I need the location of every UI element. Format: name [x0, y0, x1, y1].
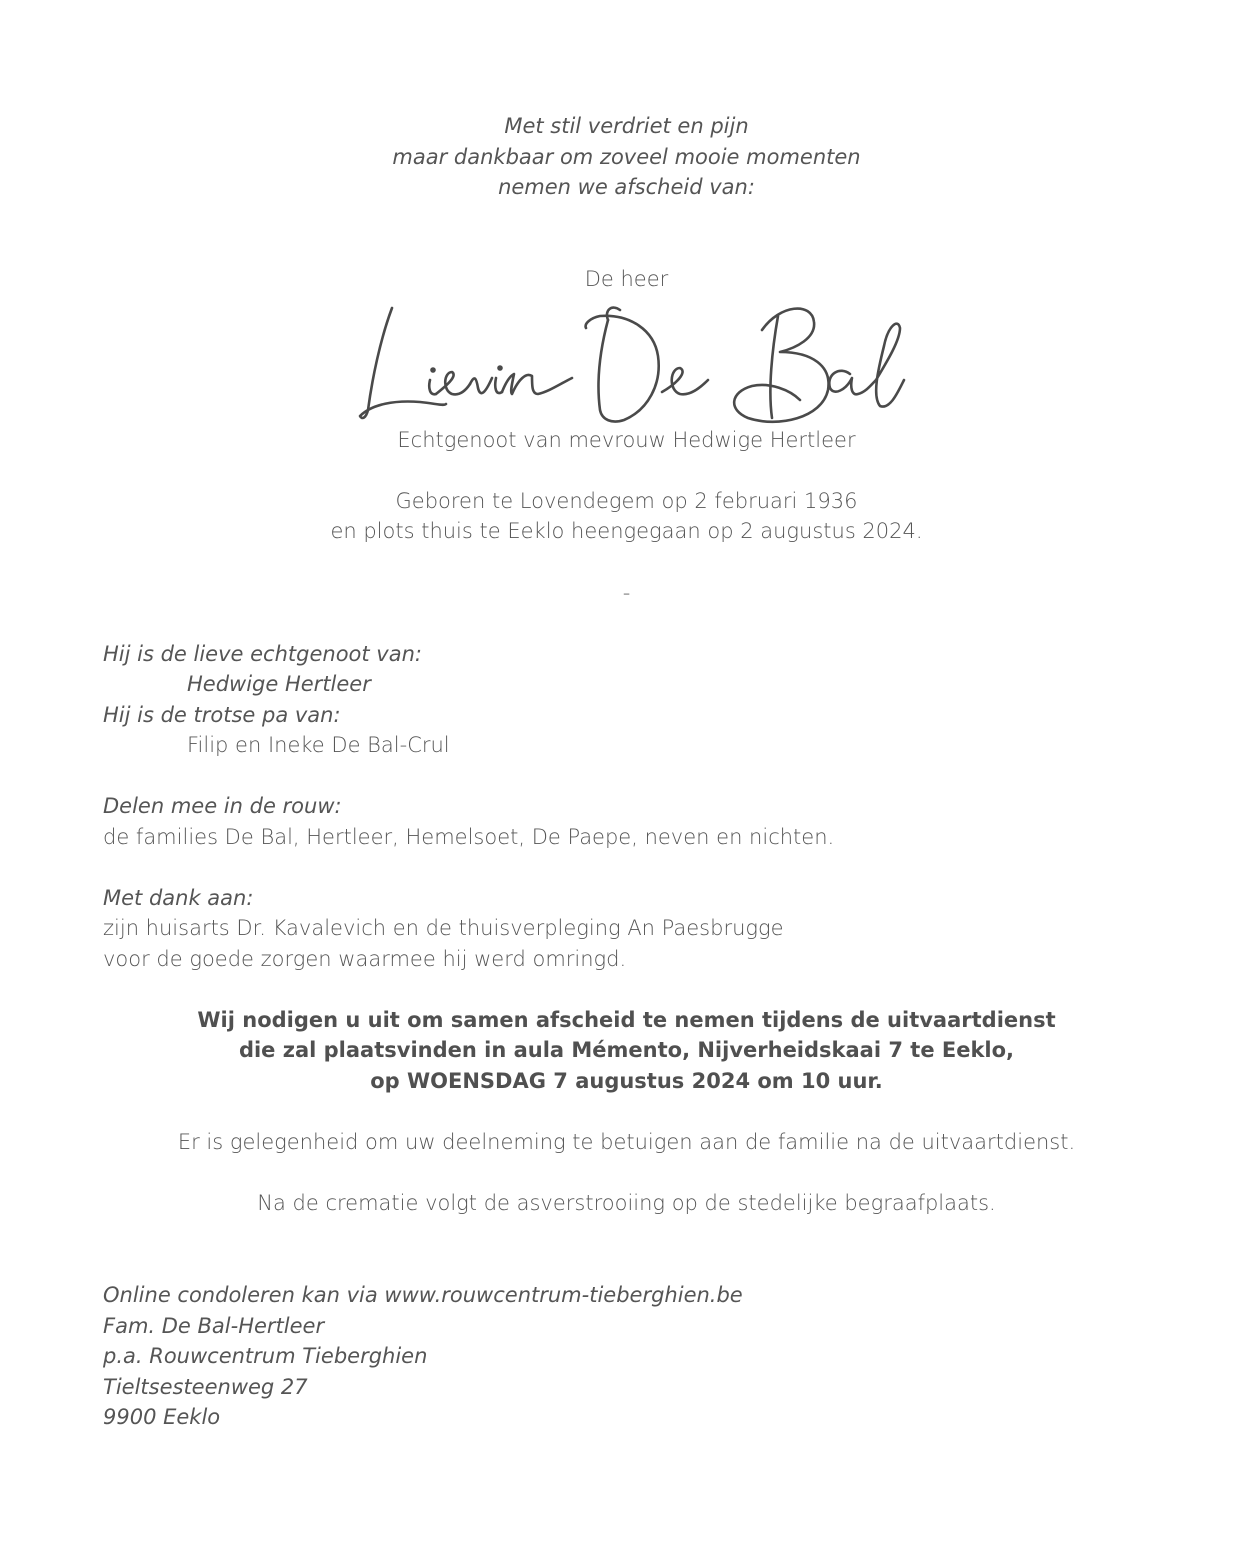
birth-line-1: Geboren te Lovendegem op 2 februari 1936 [395, 489, 858, 513]
birth-line-2: en plots thuis te Eeklo heengegaan op 2 augustus 2024. [330, 519, 923, 543]
mourning-text: de families De Bal, Hertleer, Hemelsoet, De Paepe, neven en nichten. [103, 825, 835, 849]
deceased-name-script [0, 300, 1253, 435]
intro-line-2: maar dankbaar om zoveel mooie momenten [392, 145, 861, 169]
spouse-name: Hedwige Hertleer [187, 672, 371, 696]
spouse-label: Hij is de lieve echtgenoot van: [103, 642, 422, 666]
thanks-label: Met dank aan: [103, 886, 254, 910]
children-names: Filip en Ineke De Bal-Crul [187, 733, 450, 757]
intro-line-3: nemen we afscheid van: [498, 175, 755, 199]
contact-care-of: p.a. Rouwcentrum Tieberghien [103, 1344, 428, 1368]
contact-city: 9900 Eeklo [103, 1405, 221, 1429]
intro-line-1: Met stil verdriet en pijn [504, 114, 749, 138]
salutation: De heer [584, 267, 669, 291]
online-condolence-link: Online condoleren kan via www.rouwcentrum-tieberghien.be [103, 1283, 743, 1307]
spouse-line: Echtgenoot van mevrouw Hedwige Hertleer [397, 428, 856, 452]
invitation-line-2: die zal plaatsvinden in aula Mémento, Nijverheidskaai 7 te Eeklo, [238, 1038, 1015, 1062]
mourning-label: Delen mee in de rouw: [103, 794, 342, 818]
invitation-line-3: op WOENSDAG 7 augustus 2024 om 10 uur. [370, 1069, 883, 1093]
condolence-note: Er is gelegenheid om uw deelneming te betuigen aan de familie na de uitvaartdienst. [177, 1130, 1076, 1154]
contact-street: Tieltsesteenweg 27 [103, 1375, 308, 1399]
section-separator: - [622, 581, 631, 605]
invitation-line-1: Wij nodigen u uit om samen afscheid te nemen tijdens de uitvaartdienst [197, 1008, 1056, 1032]
children-label: Hij is de trotse pa van: [103, 703, 341, 727]
thanks-line-1: zijn huisarts Dr. Kavalevich en de thuisverpleging An Paesbrugge [103, 916, 784, 940]
thanks-line-2: voor de goede zorgen waarmee hij werd omringd. [103, 947, 627, 971]
contact-family: Fam. De Bal-Hertleer [103, 1314, 325, 1338]
cremation-note: Na de crematie volgt de asverstrooiing op de stedelijke begraafplaats. [257, 1191, 996, 1215]
